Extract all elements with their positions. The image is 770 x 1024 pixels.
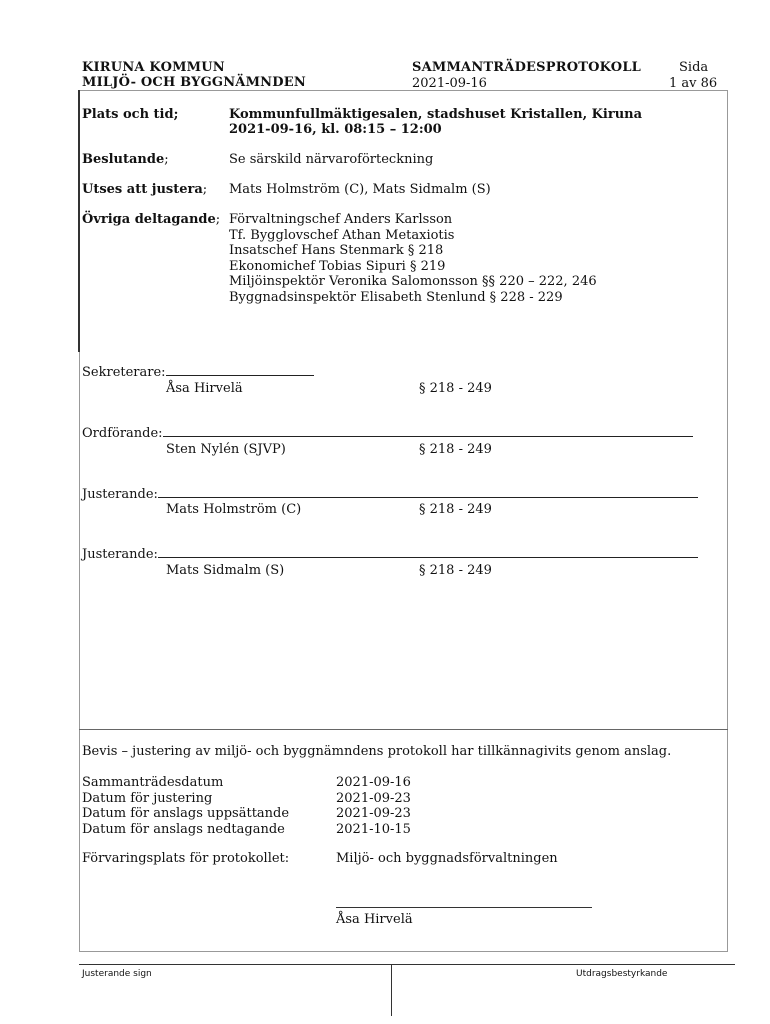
footer-extract-certification: Utdragsbestyrkande: [576, 969, 668, 979]
date-value: 2021-09-23: [336, 806, 411, 821]
certificate-intro: Bevis – justering av miljö- och byggnämndens protokoll har tillkännagivits genom anslag.: [82, 744, 672, 759]
adjuster2-paragraphs: § 218 - 249: [419, 563, 492, 578]
frame-left-accent: [78, 90, 80, 352]
chair-signature-row: [82, 426, 693, 442]
storage-value: Miljö- och byggnadsförvaltningen: [336, 851, 558, 866]
secretary-signature-row: [82, 365, 314, 381]
doc-type: SAMMANTRÄDESPROTOKOLL: [412, 60, 642, 75]
participant: Byggnadsinspektör Elisabeth Stenlund § 228 - 229: [229, 289, 563, 305]
decision-value: Se särskild närvaroförteckning: [229, 152, 434, 167]
page-number: 1 av 86: [669, 76, 718, 91]
signature-line: [158, 497, 698, 498]
footer-rule: [79, 964, 735, 965]
date-label: Datum för anslags uppsättande: [82, 806, 290, 821]
org-name: KIRUNA KOMMUN: [82, 60, 225, 75]
date-value: 2021-09-16: [336, 775, 411, 790]
certificate-signer: Åsa Hirvelä: [336, 912, 413, 927]
chair-name: Sten Nylén (SJVP): [166, 442, 286, 457]
signature-line: [166, 375, 314, 376]
secretary-paragraphs: § 218 - 249: [419, 381, 492, 396]
adjuster2-signature-row: [82, 547, 698, 563]
certificate-divider: [79, 729, 728, 730]
adjust-value: Mats Holmström (C), Mats Sidmalm (S): [229, 182, 491, 197]
others-suffix: ;: [215, 212, 221, 227]
adjuster1-name: Mats Holmström (C): [166, 502, 302, 517]
place-value: Kommunfullmäktigesalen, stadshuset Kristallen, Kiruna: [229, 107, 643, 122]
adjust-label: Utses att justera: [82, 182, 203, 197]
adjuster1-role: Justerande:: [82, 487, 158, 502]
adjuster1-signature-row: [82, 487, 698, 503]
participant: Ekonomichef Tobias Sipuri § 219: [229, 258, 446, 274]
adjuster2-role: Justerande:: [82, 547, 158, 562]
participant: Tf. Bygglovschef Athan Metaxiotis: [229, 227, 455, 243]
secretary-name: Åsa Hirvelä: [166, 381, 243, 396]
participant: Förvaltningschef Anders Karlsson: [229, 212, 453, 227]
signature-line: [163, 436, 693, 437]
doc-date: 2021-09-16: [412, 76, 487, 91]
footer-adjuster-sign: Justerande sign: [82, 969, 152, 979]
adjust-label-row: [82, 182, 207, 198]
time-value: 2021-09-16, kl. 08:15 – 12:00: [229, 122, 442, 137]
date-values: [336, 775, 411, 837]
participant: Miljöinspektör Veronika Salomonsson §§ 220 – 222, 246: [229, 274, 597, 289]
others-label: Övriga deltagande: [82, 212, 216, 227]
adjust-suffix: ;: [202, 182, 208, 197]
adjuster2-name: Mats Sidmalm (S): [166, 563, 285, 578]
date-label: Datum för justering: [82, 790, 213, 806]
chair-role: Ordförande:: [82, 426, 163, 441]
adjuster1-paragraphs: § 218 - 249: [419, 502, 492, 517]
footer-divider: [391, 964, 392, 1016]
date-value: 2021-10-15: [336, 821, 411, 837]
date-labels: [82, 775, 289, 837]
date-label: Sammanträdesdatum: [82, 775, 224, 790]
others-list: [229, 212, 597, 305]
decision-label-row: [82, 152, 169, 168]
chair-paragraphs: § 218 - 249: [419, 442, 492, 457]
certificate-signature-line: [336, 907, 592, 908]
committee-name: MILJÖ- OCH BYGGNÄMNDEN: [82, 75, 306, 90]
decision-suffix: ;: [164, 152, 169, 167]
participant: Insatschef Hans Stenmark § 218: [229, 243, 444, 258]
page-label: Sida: [679, 60, 709, 75]
others-label-row: [82, 212, 220, 228]
secretary-role: Sekreterare:: [82, 365, 166, 380]
date-label: Datum för anslags nedtagande: [82, 821, 285, 837]
signature-line: [158, 557, 698, 558]
storage-label: Förvaringsplats för protokollet:: [82, 851, 290, 866]
place-label: Plats och tid;: [82, 107, 179, 122]
date-value: 2021-09-23: [336, 790, 411, 806]
decision-label: Beslutande: [82, 152, 165, 167]
